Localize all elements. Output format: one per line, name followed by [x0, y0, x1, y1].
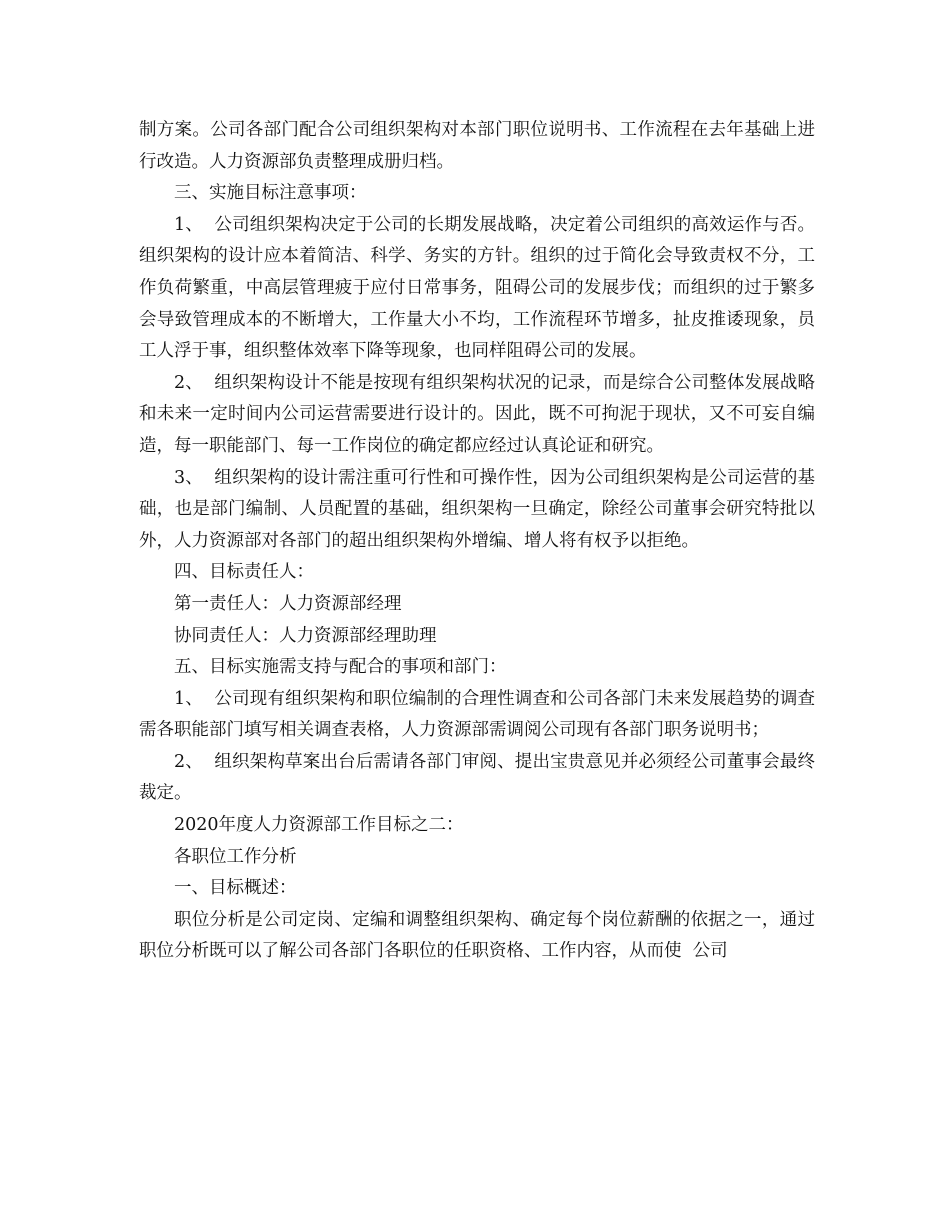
primary-responsible-person: 第一责任人：人力资源部经理: [174, 593, 402, 614]
heading-implementation-notes: 三、实施目标注意事项：: [174, 183, 367, 204]
heading-goal-overview: 一、目标概述：: [174, 878, 297, 899]
paragraph-job-analysis-overview: 职位分析是公司定岗、定编和调整组织架构、确定每个岗位薪酬的依据之一，通过职位分析既可以了解公司各部门各职位的任职资格、工作内容，从而使 公司: [139, 909, 815, 962]
assisting-responsible-person: 协同责任人：人力资源部经理助理: [174, 625, 437, 646]
paragraph-note-1: 1、 公司组织架构决定于公司的长期发展战略，决定着公司组织的高效运作与否。组织架构的设计应本着简洁、科学、务实的方针。组织的过于简化会导致责权不分，工作负荷繁重，中高层管理疲于应付日常事务，阻碍公司的发展步伐；而组织的过于繁多会导致管理成本的不断增大，工作量大小不均，工作流程环节增多，扯皮推诿现象，员工人浮于事，组织整体效率下降等现象，也同样阻碍公司的发展。: [139, 214, 815, 362]
subheading-job-analysis: 各职位工作分析: [174, 846, 297, 867]
paragraph-note-3: 3、 组织架构的设计需注重可行性和可操作性，因为公司组织架构是公司运营的基础，也是部门编制、人员配置的基础，组织架构一旦确定，除经公司董事会研究特批以外，人力资源部对各部门的超出组织架构外增编、增人将有权予以拒绝。: [139, 467, 815, 551]
heading-support-departments: 五、目标实施需支持与配合的事项和部门：: [174, 657, 507, 678]
heading-responsible-persons: 四、目标责任人：: [174, 562, 314, 583]
paragraph-plan-continuation: 制方案。公司各部门配合公司组织架构对本部门职位说明书、工作流程在去年基础上进行改造。人力资源部负责整理成册归档。: [139, 120, 815, 172]
heading-goal-two: 2020年度人力资源部工作目标之二：: [174, 815, 464, 836]
document-page: [139, 115, 815, 968]
paragraph-support-2: 2、 组织架构草案出台后需请各部门审阅、提出宝贵意见并必须经公司董事会最终裁定。: [139, 751, 815, 804]
paragraph-note-2: 2、 组织架构设计不能是按现有组织架构状况的记录，而是综合公司整体发展战略和未来一定时间内公司运营需要进行设计的。因此，既不可拘泥于现状，又不可妄自编造，每一职能部门、每一工作岗位的确定都应经过认真论证和研究。: [139, 372, 815, 456]
paragraph-support-1: 1、 公司现有组织架构和职位编制的合理性调查和公司各部门未来发展趋势的调查需各职能部门填写相关调查表格，人力资源部需调阅公司现有各部门职务说明书；: [139, 688, 815, 741]
